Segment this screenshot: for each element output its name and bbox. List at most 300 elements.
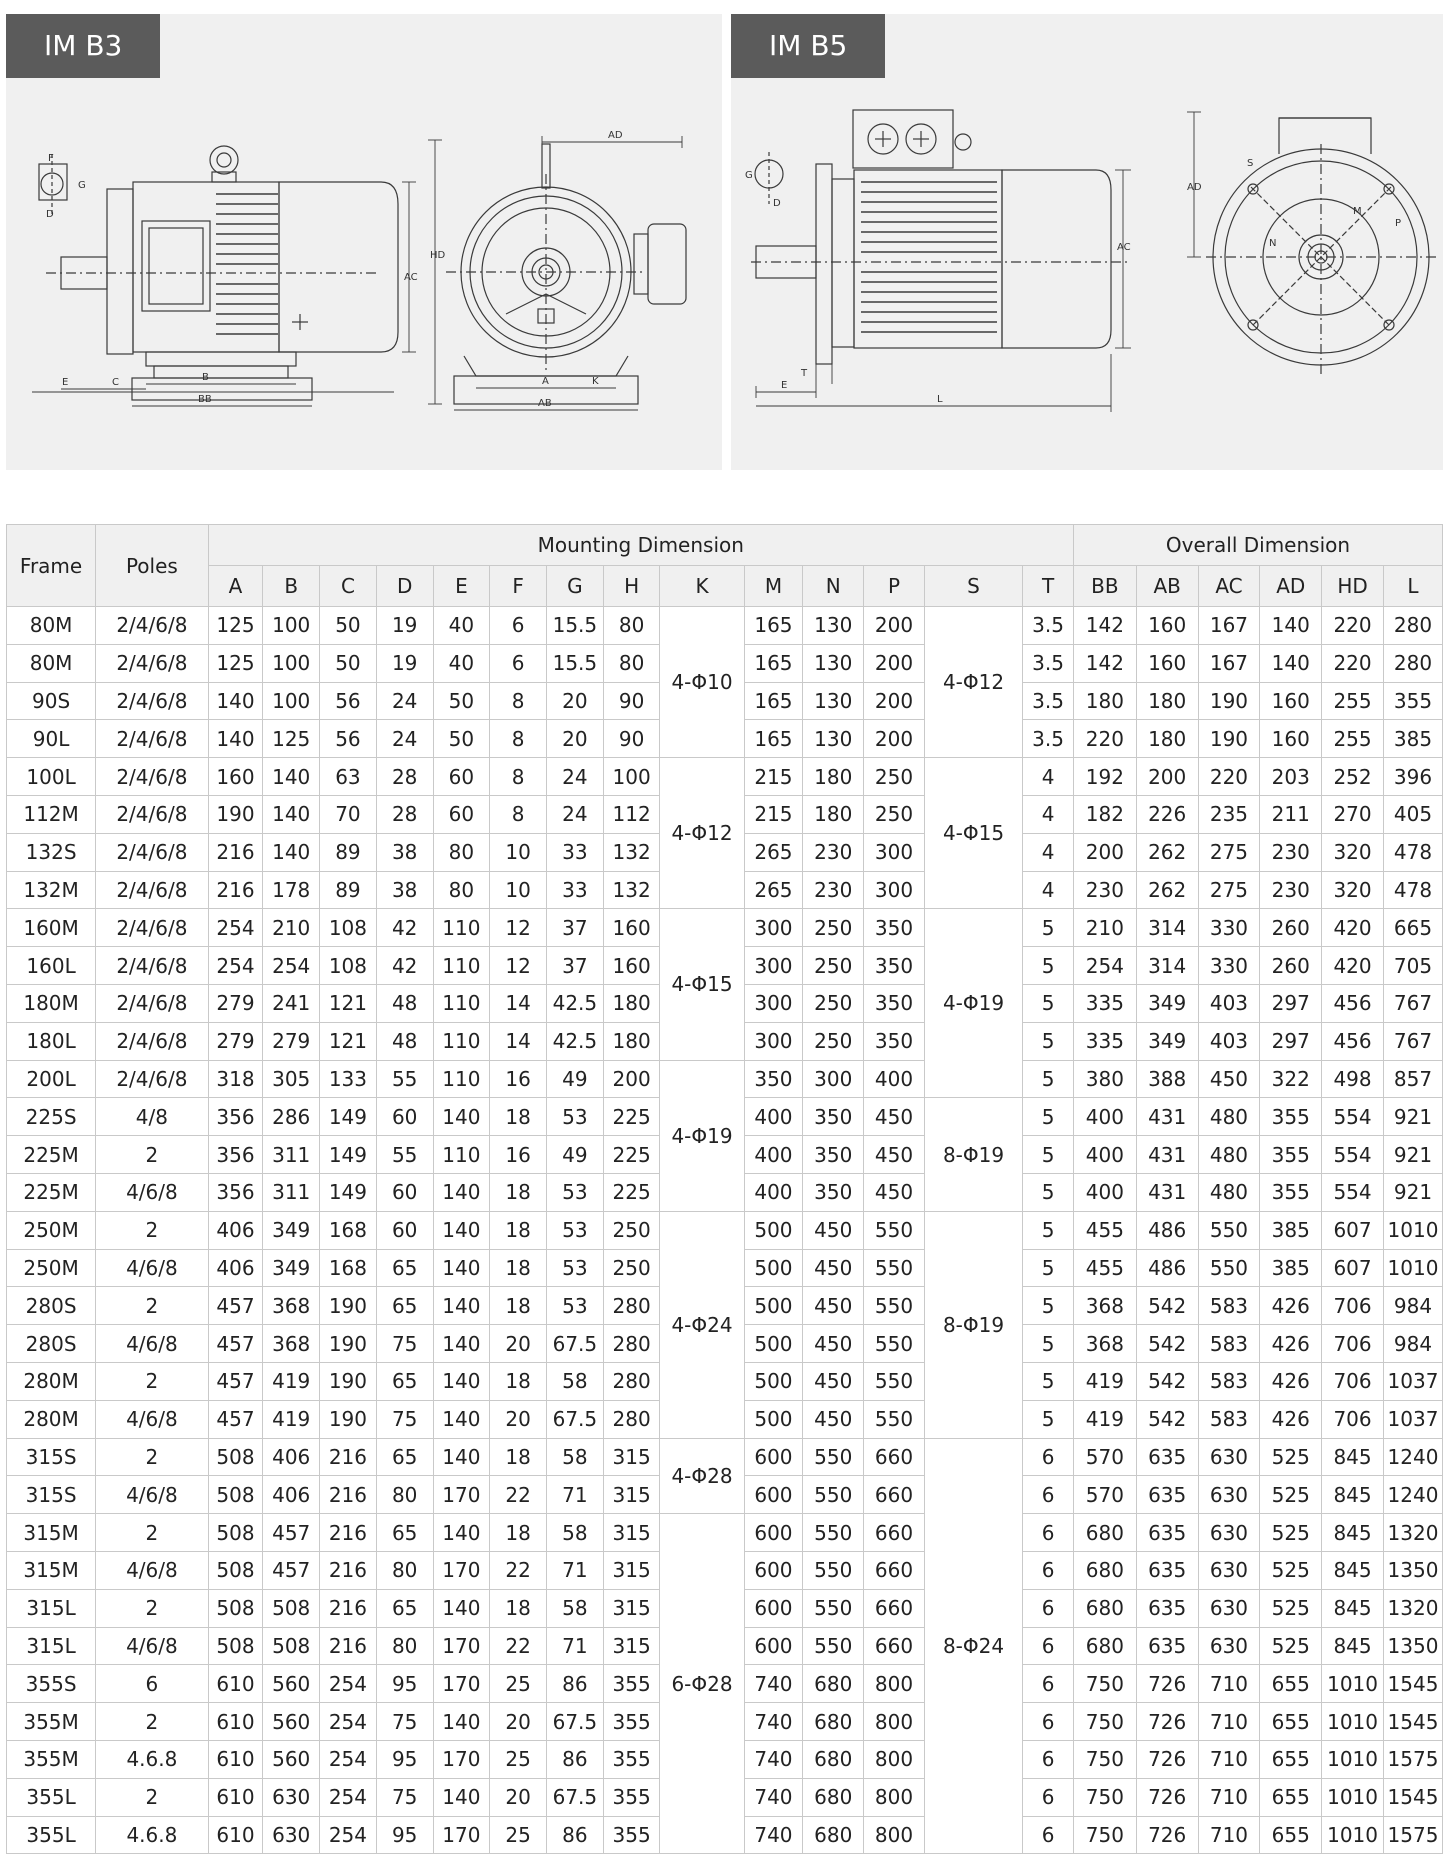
cell-ad: 655 xyxy=(1260,1665,1322,1703)
im-b3-drawing-panel xyxy=(6,14,722,470)
cell-n: 680 xyxy=(803,1816,864,1854)
cell-ad: 160 xyxy=(1260,720,1322,758)
cell-poles: 4.6.8 xyxy=(96,1740,208,1778)
cell-a: 356 xyxy=(208,1098,263,1136)
cell-hd: 706 xyxy=(1322,1287,1384,1325)
cell-g: 49 xyxy=(547,1136,604,1174)
b3-label-ac: AC xyxy=(404,272,418,283)
cell-ac: 190 xyxy=(1198,682,1260,720)
cell-ac: 403 xyxy=(1198,1022,1260,1060)
cell-e: 140 xyxy=(433,1362,490,1400)
cell-g: 71 xyxy=(547,1476,604,1514)
cell-h: 250 xyxy=(603,1211,660,1249)
b5-label-s: S xyxy=(1247,158,1254,169)
cell-a: 610 xyxy=(208,1740,263,1778)
cell-t: 4 xyxy=(1023,795,1074,833)
cell-poles: 2/4/6/8 xyxy=(96,607,208,645)
cell-n: 450 xyxy=(803,1362,864,1400)
header-col-ab: AB xyxy=(1136,566,1198,607)
cell-l: 1010 xyxy=(1383,1211,1442,1249)
cell-e: 110 xyxy=(433,1060,490,1098)
cell-n: 250 xyxy=(803,947,864,985)
cell-ab: 635 xyxy=(1136,1627,1198,1665)
cell-e: 80 xyxy=(433,833,490,871)
cell-hd: 320 xyxy=(1322,833,1384,871)
cell-f: 18 xyxy=(490,1589,547,1627)
cell-p: 200 xyxy=(864,720,925,758)
cell-g: 42.5 xyxy=(547,984,604,1022)
cell-h: 315 xyxy=(603,1589,660,1627)
cell-ac: 583 xyxy=(1198,1400,1260,1438)
cell-ad: 297 xyxy=(1260,984,1322,1022)
cell-n: 450 xyxy=(803,1249,864,1287)
cell-m: 300 xyxy=(744,947,803,985)
cell-frame: 80M xyxy=(7,644,96,682)
cell-d: 28 xyxy=(376,795,433,833)
cell-n: 180 xyxy=(803,795,864,833)
cell-e: 40 xyxy=(433,607,490,645)
cell-e: 170 xyxy=(433,1740,490,1778)
cell-hd: 255 xyxy=(1322,720,1384,758)
cell-n: 680 xyxy=(803,1778,864,1816)
cell-frame: 132M xyxy=(7,871,96,909)
cell-frame: 225S xyxy=(7,1098,96,1136)
cell-s-group: 8-Φ19 xyxy=(924,1211,1022,1438)
cell-m: 300 xyxy=(744,984,803,1022)
cell-a: 508 xyxy=(208,1589,263,1627)
cell-ab: 431 xyxy=(1136,1098,1198,1136)
cell-ab: 542 xyxy=(1136,1325,1198,1363)
cell-a: 279 xyxy=(208,1022,263,1060)
cell-poles: 2/4/6/8 xyxy=(96,833,208,871)
cell-l: 478 xyxy=(1383,833,1442,871)
cell-hd: 554 xyxy=(1322,1136,1384,1174)
cell-frame: 250M xyxy=(7,1249,96,1287)
cell-l: 1037 xyxy=(1383,1362,1442,1400)
cell-poles: 2/4/6/8 xyxy=(96,871,208,909)
cell-t: 6 xyxy=(1023,1740,1074,1778)
cell-ad: 525 xyxy=(1260,1551,1322,1589)
cell-t: 5 xyxy=(1023,1211,1074,1249)
cell-n: 450 xyxy=(803,1287,864,1325)
cell-b: 406 xyxy=(263,1476,320,1514)
cell-ac: 710 xyxy=(1198,1740,1260,1778)
table-row xyxy=(7,607,1443,645)
cell-m: 165 xyxy=(744,682,803,720)
b3-label-hd: HD xyxy=(430,250,446,261)
cell-p: 300 xyxy=(864,833,925,871)
cell-c: 121 xyxy=(320,1022,377,1060)
cell-c: 149 xyxy=(320,1173,377,1211)
cell-poles: 4/6/8 xyxy=(96,1173,208,1211)
cell-f: 20 xyxy=(490,1778,547,1816)
cell-f: 18 xyxy=(490,1362,547,1400)
cell-hd: 845 xyxy=(1322,1589,1384,1627)
cell-ab: 542 xyxy=(1136,1400,1198,1438)
cell-d: 24 xyxy=(376,720,433,758)
cell-frame: 180M xyxy=(7,984,96,1022)
cell-l: 921 xyxy=(1383,1098,1442,1136)
cell-bb: 750 xyxy=(1073,1816,1136,1854)
cell-g: 33 xyxy=(547,833,604,871)
cell-a: 318 xyxy=(208,1060,263,1098)
cell-d: 19 xyxy=(376,644,433,682)
cell-h: 315 xyxy=(603,1438,660,1476)
cell-m: 265 xyxy=(744,871,803,909)
cell-poles: 2 xyxy=(96,1778,208,1816)
cell-d: 65 xyxy=(376,1362,433,1400)
cell-bb: 142 xyxy=(1073,644,1136,682)
cell-l: 1545 xyxy=(1383,1665,1442,1703)
cell-ab: 486 xyxy=(1136,1249,1198,1287)
cell-s-group: 8-Φ24 xyxy=(924,1438,1022,1854)
b3-label-k: K xyxy=(592,376,599,387)
cell-l: 1350 xyxy=(1383,1551,1442,1589)
cell-p: 350 xyxy=(864,909,925,947)
cell-c: 89 xyxy=(320,871,377,909)
cell-ac: 583 xyxy=(1198,1325,1260,1363)
cell-ac: 330 xyxy=(1198,947,1260,985)
cell-ac: 480 xyxy=(1198,1098,1260,1136)
cell-bb: 335 xyxy=(1073,1022,1136,1060)
cell-e: 140 xyxy=(433,1287,490,1325)
cell-a: 216 xyxy=(208,871,263,909)
cell-ac: 190 xyxy=(1198,720,1260,758)
cell-poles: 2 xyxy=(96,1362,208,1400)
cell-k-group: 6-Φ28 xyxy=(660,1514,744,1854)
cell-h: 315 xyxy=(603,1514,660,1552)
im-b3-motor-drawing xyxy=(6,14,722,470)
cell-hd: 845 xyxy=(1322,1438,1384,1476)
cell-poles: 2/4/6/8 xyxy=(96,682,208,720)
header-col-a: A xyxy=(208,566,263,607)
cell-hd: 252 xyxy=(1322,758,1384,796)
cell-m: 165 xyxy=(744,720,803,758)
cell-a: 508 xyxy=(208,1476,263,1514)
cell-h: 225 xyxy=(603,1173,660,1211)
cell-m: 500 xyxy=(744,1287,803,1325)
cell-ad: 525 xyxy=(1260,1438,1322,1476)
cell-t: 5 xyxy=(1023,1287,1074,1325)
cell-frame: 180L xyxy=(7,1022,96,1060)
cell-p: 450 xyxy=(864,1173,925,1211)
cell-frame: 315S xyxy=(7,1476,96,1514)
cell-ac: 630 xyxy=(1198,1551,1260,1589)
cell-n: 130 xyxy=(803,682,864,720)
cell-g: 53 xyxy=(547,1287,604,1325)
cell-ac: 583 xyxy=(1198,1362,1260,1400)
cell-ac: 480 xyxy=(1198,1136,1260,1174)
cell-d: 95 xyxy=(376,1665,433,1703)
cell-a: 140 xyxy=(208,682,263,720)
cell-ad: 355 xyxy=(1260,1136,1322,1174)
cell-poles: 2 xyxy=(96,1703,208,1741)
cell-l: 396 xyxy=(1383,758,1442,796)
cell-p: 800 xyxy=(864,1816,925,1854)
cell-l: 385 xyxy=(1383,720,1442,758)
cell-ab: 349 xyxy=(1136,1022,1198,1060)
cell-n: 130 xyxy=(803,607,864,645)
cell-h: 355 xyxy=(603,1740,660,1778)
cell-c: 254 xyxy=(320,1703,377,1741)
b5-label-m: M xyxy=(1353,206,1362,217)
header-col-e: E xyxy=(433,566,490,607)
cell-g: 86 xyxy=(547,1665,604,1703)
cell-g: 53 xyxy=(547,1173,604,1211)
cell-e: 140 xyxy=(433,1589,490,1627)
cell-b: 100 xyxy=(263,682,320,720)
cell-s-group: 8-Φ19 xyxy=(924,1098,1022,1211)
cell-a: 610 xyxy=(208,1778,263,1816)
b5-label-p: P xyxy=(1395,218,1402,229)
cell-h: 160 xyxy=(603,947,660,985)
cell-ad: 203 xyxy=(1260,758,1322,796)
cell-h: 315 xyxy=(603,1476,660,1514)
cell-ad: 525 xyxy=(1260,1476,1322,1514)
cell-ac: 550 xyxy=(1198,1211,1260,1249)
cell-b: 140 xyxy=(263,758,320,796)
cell-frame: 355S xyxy=(7,1665,96,1703)
cell-ad: 260 xyxy=(1260,909,1322,947)
cell-m: 265 xyxy=(744,833,803,871)
cell-poles: 2/4/6/8 xyxy=(96,720,208,758)
cell-t: 6 xyxy=(1023,1816,1074,1854)
cell-l: 921 xyxy=(1383,1136,1442,1174)
cell-m: 600 xyxy=(744,1476,803,1514)
cell-p: 660 xyxy=(864,1438,925,1476)
cell-t: 6 xyxy=(1023,1551,1074,1589)
cell-poles: 4/6/8 xyxy=(96,1249,208,1287)
cell-ab: 726 xyxy=(1136,1665,1198,1703)
cell-g: 86 xyxy=(547,1816,604,1854)
cell-p: 660 xyxy=(864,1476,925,1514)
cell-t: 6 xyxy=(1023,1703,1074,1741)
header-col-h: H xyxy=(603,566,660,607)
cell-bb: 455 xyxy=(1073,1249,1136,1287)
cell-frame: 315M xyxy=(7,1514,96,1552)
cell-l: 355 xyxy=(1383,682,1442,720)
cell-bb: 419 xyxy=(1073,1362,1136,1400)
cell-frame: 225M xyxy=(7,1136,96,1174)
header-frame: Frame xyxy=(7,525,96,607)
cell-ab: 160 xyxy=(1136,644,1198,682)
cell-f: 22 xyxy=(490,1551,547,1589)
cell-f: 18 xyxy=(490,1211,547,1249)
cell-d: 80 xyxy=(376,1551,433,1589)
cell-hd: 607 xyxy=(1322,1249,1384,1287)
cell-h: 250 xyxy=(603,1249,660,1287)
cell-m: 215 xyxy=(744,795,803,833)
cell-k-group: 4-Φ12 xyxy=(660,758,744,909)
cell-b: 241 xyxy=(263,984,320,1022)
cell-poles: 2 xyxy=(96,1136,208,1174)
cell-poles: 2 xyxy=(96,1438,208,1476)
cell-a: 508 xyxy=(208,1514,263,1552)
cell-ab: 542 xyxy=(1136,1287,1198,1325)
cell-poles: 2/4/6/8 xyxy=(96,984,208,1022)
cell-e: 80 xyxy=(433,871,490,909)
cell-hd: 270 xyxy=(1322,795,1384,833)
cell-frame: 80M xyxy=(7,607,96,645)
cell-c: 254 xyxy=(320,1665,377,1703)
cell-ac: 630 xyxy=(1198,1514,1260,1552)
cell-f: 12 xyxy=(490,909,547,947)
cell-f: 18 xyxy=(490,1098,547,1136)
cell-h: 280 xyxy=(603,1325,660,1363)
cell-ab: 262 xyxy=(1136,871,1198,909)
cell-p: 550 xyxy=(864,1325,925,1363)
cell-ac: 167 xyxy=(1198,607,1260,645)
cell-h: 100 xyxy=(603,758,660,796)
cell-g: 33 xyxy=(547,871,604,909)
cell-hd: 1010 xyxy=(1322,1778,1384,1816)
cell-f: 18 xyxy=(490,1173,547,1211)
cell-ac: 450 xyxy=(1198,1060,1260,1098)
cell-ad: 655 xyxy=(1260,1740,1322,1778)
cell-ac: 220 xyxy=(1198,758,1260,796)
cell-ab: 349 xyxy=(1136,984,1198,1022)
cell-d: 48 xyxy=(376,1022,433,1060)
cell-d: 65 xyxy=(376,1249,433,1287)
cell-frame: 355M xyxy=(7,1740,96,1778)
cell-l: 1037 xyxy=(1383,1400,1442,1438)
cell-e: 140 xyxy=(433,1325,490,1363)
cell-n: 230 xyxy=(803,871,864,909)
cell-n: 350 xyxy=(803,1173,864,1211)
cell-hd: 220 xyxy=(1322,644,1384,682)
cell-ad: 525 xyxy=(1260,1514,1322,1552)
cell-bb: 750 xyxy=(1073,1778,1136,1816)
cell-f: 8 xyxy=(490,682,547,720)
b5-label-g: G xyxy=(745,170,753,181)
dimension-table xyxy=(6,524,1443,1854)
cell-b: 560 xyxy=(263,1703,320,1741)
b3-label-g: G xyxy=(78,180,86,191)
cell-b: 279 xyxy=(263,1022,320,1060)
cell-ab: 542 xyxy=(1136,1362,1198,1400)
header-col-d: D xyxy=(376,566,433,607)
cell-ab: 635 xyxy=(1136,1514,1198,1552)
cell-f: 25 xyxy=(490,1740,547,1778)
cell-poles: 4.6.8 xyxy=(96,1816,208,1854)
cell-hd: 456 xyxy=(1322,1022,1384,1060)
header-col-bb: BB xyxy=(1073,566,1136,607)
cell-g: 42.5 xyxy=(547,1022,604,1060)
cell-ab: 486 xyxy=(1136,1211,1198,1249)
cell-l: 405 xyxy=(1383,795,1442,833)
cell-ad: 655 xyxy=(1260,1778,1322,1816)
cell-ac: 275 xyxy=(1198,833,1260,871)
cell-p: 550 xyxy=(864,1287,925,1325)
cell-l: 767 xyxy=(1383,984,1442,1022)
cell-ad: 655 xyxy=(1260,1816,1322,1854)
cell-ad: 426 xyxy=(1260,1325,1322,1363)
cell-l: 1545 xyxy=(1383,1778,1442,1816)
cell-h: 315 xyxy=(603,1551,660,1589)
cell-f: 18 xyxy=(490,1438,547,1476)
cell-f: 25 xyxy=(490,1816,547,1854)
b3-side-view xyxy=(46,146,398,400)
cell-hd: 456 xyxy=(1322,984,1384,1022)
cell-g: 37 xyxy=(547,909,604,947)
cell-k-group: 4-Φ19 xyxy=(660,1060,744,1211)
cell-bb: 220 xyxy=(1073,720,1136,758)
cell-bb: 680 xyxy=(1073,1514,1136,1552)
cell-d: 65 xyxy=(376,1287,433,1325)
table-row xyxy=(7,1438,1443,1476)
cell-bb: 570 xyxy=(1073,1476,1136,1514)
cell-c: 190 xyxy=(320,1287,377,1325)
cell-e: 50 xyxy=(433,682,490,720)
header-col-f: F xyxy=(490,566,547,607)
cell-p: 450 xyxy=(864,1136,925,1174)
cell-p: 660 xyxy=(864,1627,925,1665)
b5-label-l: L xyxy=(937,394,943,405)
im-b5-motor-drawing xyxy=(731,14,1443,470)
cell-m: 600 xyxy=(744,1551,803,1589)
cell-bb: 200 xyxy=(1073,833,1136,871)
cell-d: 48 xyxy=(376,984,433,1022)
cell-poles: 4/6/8 xyxy=(96,1325,208,1363)
cell-bb: 680 xyxy=(1073,1627,1136,1665)
cell-b: 311 xyxy=(263,1173,320,1211)
cell-h: 280 xyxy=(603,1287,660,1325)
cell-frame: 160L xyxy=(7,947,96,985)
cell-h: 112 xyxy=(603,795,660,833)
b3-front-dimensions xyxy=(428,136,682,410)
cell-t: 5 xyxy=(1023,947,1074,985)
cell-a: 508 xyxy=(208,1551,263,1589)
header-col-hd: HD xyxy=(1322,566,1384,607)
cell-d: 75 xyxy=(376,1778,433,1816)
cell-hd: 845 xyxy=(1322,1514,1384,1552)
cell-e: 60 xyxy=(433,795,490,833)
cell-l: 984 xyxy=(1383,1287,1442,1325)
cell-n: 550 xyxy=(803,1551,864,1589)
cell-p: 800 xyxy=(864,1703,925,1741)
cell-c: 50 xyxy=(320,607,377,645)
cell-d: 55 xyxy=(376,1136,433,1174)
cell-b: 457 xyxy=(263,1514,320,1552)
cell-frame: 160M xyxy=(7,909,96,947)
cell-frame: 200L xyxy=(7,1060,96,1098)
cell-h: 315 xyxy=(603,1627,660,1665)
cell-ad: 260 xyxy=(1260,947,1322,985)
cell-m: 400 xyxy=(744,1173,803,1211)
cell-ac: 403 xyxy=(1198,984,1260,1022)
cell-bb: 750 xyxy=(1073,1740,1136,1778)
cell-c: 216 xyxy=(320,1627,377,1665)
cell-p: 550 xyxy=(864,1362,925,1400)
cell-poles: 2 xyxy=(96,1514,208,1552)
cell-ab: 180 xyxy=(1136,720,1198,758)
cell-ab: 726 xyxy=(1136,1816,1198,1854)
cell-e: 140 xyxy=(433,1173,490,1211)
cell-bb: 750 xyxy=(1073,1703,1136,1741)
cell-n: 250 xyxy=(803,984,864,1022)
b5-label-t: T xyxy=(801,368,808,379)
cell-c: 254 xyxy=(320,1778,377,1816)
cell-g: 67.5 xyxy=(547,1400,604,1438)
cell-a: 406 xyxy=(208,1249,263,1287)
cell-poles: 2/4/6/8 xyxy=(96,644,208,682)
cell-d: 65 xyxy=(376,1514,433,1552)
header-col-l: L xyxy=(1383,566,1442,607)
cell-ad: 355 xyxy=(1260,1098,1322,1136)
cell-n: 680 xyxy=(803,1703,864,1741)
cell-h: 180 xyxy=(603,1022,660,1060)
cell-d: 80 xyxy=(376,1627,433,1665)
